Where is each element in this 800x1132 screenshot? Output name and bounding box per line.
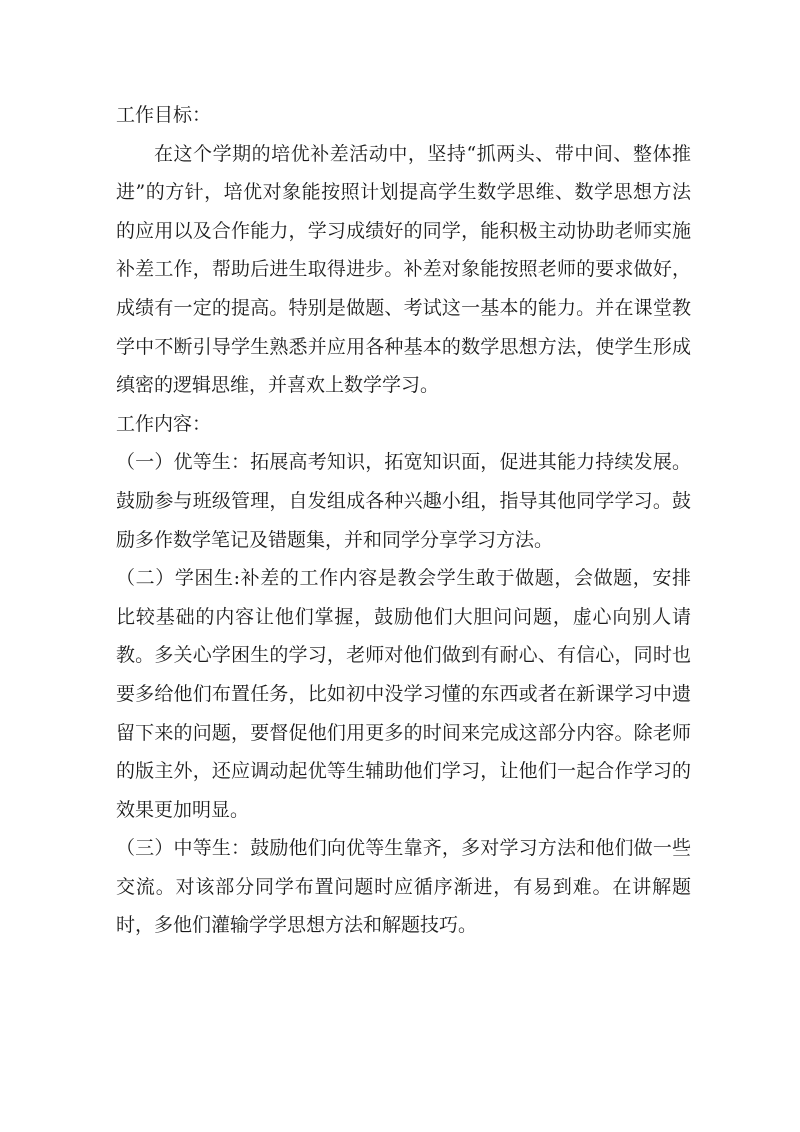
heading-work-content: 工作内容： (116, 412, 212, 435)
document-body (116, 96, 691, 945)
content-item-struggling-students: （二）学困生:补差的工作内容是教会学生敢于做题，会做题，安排比较基础的内容让他们掌握，鼓励他们大胆问问题，虚心向别人请教。多关心学困生的学习，老师对他们做到有耐心、有信心，同时也要多给他们布置任务，比如初中没学习懂的东西或者在新课学习中遗留下来的问题，要督促他们用更多的时间来完成这部分内容。除老师的版主外，还应调动起优等生辅助他们学习，让他们一起合作学习的效果更加明显。 (116, 567, 691, 821)
goal-paragraph: 在这个学期的培优补差活动中，坚持“抓两头、带中间、整体推进”的方针，培优对象能按照计划提高学生数学思维、数学思想方法的应用以及合作能力，学习成绩好的同学，能积极主动协助老师实施补差工作，帮助后进生取得进步。补差对象能按照老师的要求做好，成绩有一定的提高。特别是做题、考试这一基本的能力。并在课堂教学中不断引导学生熟悉并应用各种基本的数学思想方法，使学生形成缜密的逻辑思维，并喜欢上数学学习。 (116, 142, 691, 397)
heading-work-goal: 工作目标： (116, 104, 212, 126)
content-item-top-students: （一）优等生：拓展高考知识，拓宽知识面，促进其能力持续发展。鼓励参与班级管理，自发组成各种兴趣小组，指导其他同学学习。鼓励多作数学笔记及错题集，并和同学分享学习方法。 (116, 451, 691, 551)
content-item-middle-students: （三）中等生：鼓励他们向优等生靠齐，多对学习方法和他们做一些交流。对该部分同学布置问题时应循序渐进，有易到难。在讲解题时，多他们灌输学学思想方法和解题技巧。 (116, 837, 691, 937)
